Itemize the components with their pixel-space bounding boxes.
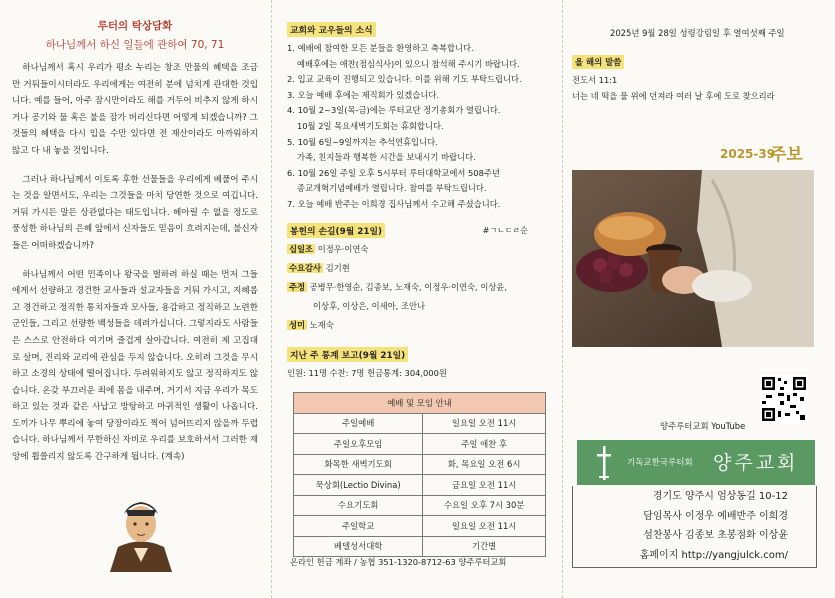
schedule-time: 일요일 오전 11시 bbox=[423, 413, 546, 434]
cross-icon bbox=[595, 446, 613, 480]
news-number: 1. bbox=[287, 43, 295, 53]
news-text: 예배에 참여한 모든 분들을 환영하고 축복합니다. bbox=[297, 43, 474, 53]
schedule-event: 베델성서대학 bbox=[294, 536, 423, 557]
schedule-event: 화목한 새벽기도회 bbox=[294, 454, 423, 475]
news-item bbox=[287, 166, 552, 182]
news-item: 10월 2일 목요새벽기도회는 휴회합니다. bbox=[297, 120, 444, 131]
news-text: 오늘 예배 반주는 이희경 집사님께서 수고해 주셨습니다. bbox=[297, 198, 501, 209]
news-item bbox=[287, 72, 552, 88]
schedule-row bbox=[294, 536, 546, 557]
church-name: 양주교회 bbox=[713, 452, 799, 474]
news-item bbox=[287, 41, 552, 57]
news-item: 가족, 친지들과 행복한 시간을 보내시기 바랍니다. bbox=[297, 152, 476, 163]
schedule-row bbox=[294, 475, 546, 496]
offering-list bbox=[287, 242, 552, 333]
offering-label: 주정 bbox=[289, 281, 306, 292]
schedule-time: 화, 목요일 오전 6시 bbox=[423, 454, 546, 475]
paragraph-2: 그러나 하나님께서 이토록 후한 선물들을 우리에게 베풀어 주시는 것을 알면서도, 우리는 그것들을 마치 당연한 것으로 여깁니다. 거둬 가시든 말든 상관없다는 태도입니다. 헤아릴 수 없을 정도로 풍성한 하나님의 은혜 앞에서 신자들도 믿음이 흐려지는데, 불신자들은 어떠하겠습니까? bbox=[12, 174, 258, 251]
news-text: 10월 26일 주일 오후 5시부터 루터대학교에서 508주년 bbox=[297, 167, 500, 178]
news-text: 10월 2~3일(목-금)에는 루터교단 정기총회가 열립니다. bbox=[297, 105, 501, 116]
offering-label: 성미 bbox=[289, 319, 306, 330]
qr-code-icon[interactable] bbox=[760, 375, 808, 423]
bulletin-date: 2025년 9월 28일 성령강림일 후 열여섯째 주일 bbox=[610, 28, 785, 38]
church-ministers: 섬찬봉사 김종보 초봉점화 이상윤 bbox=[643, 530, 788, 541]
schedule-table bbox=[293, 392, 546, 557]
church-address: 경기도 양주시 엄상동길 10-12 bbox=[652, 491, 788, 502]
news-item bbox=[287, 103, 552, 119]
news-text: 입교 교육이 진행되고 있습니다. 이를 위해 기도 부탁드립니다. bbox=[297, 74, 522, 85]
verse-title: 올 해의 말씀 bbox=[572, 55, 624, 69]
schedule-event: 주일예배 bbox=[294, 413, 423, 434]
bulletin-heading: 주보 bbox=[770, 145, 803, 165]
schedule-time: 금요일 오전 11시 bbox=[423, 475, 546, 496]
offering-title: 봉헌의 손길(9월 21일) bbox=[287, 223, 385, 238]
schedule-time: 기간별 bbox=[423, 536, 546, 557]
schedule-row bbox=[294, 495, 546, 516]
church-pastor: 담임목사 이정우 예배반주 이희경 bbox=[643, 510, 788, 522]
offering-names-cont: 이상후, 이상은, 이세아, 조안나 bbox=[313, 300, 426, 311]
schedule-event: 묵상회(Lectio Divina) bbox=[294, 475, 423, 496]
schedule-row bbox=[294, 413, 546, 434]
table-talk-title: 루터의 탁상담화 bbox=[97, 20, 173, 32]
offering-row bbox=[287, 318, 552, 333]
bread-and-cup-photo bbox=[572, 170, 814, 347]
offering-row bbox=[287, 242, 552, 257]
news-list bbox=[287, 41, 552, 213]
verse-reference: 전도서 11:1 bbox=[572, 75, 618, 85]
offering-names: 김기현 bbox=[325, 262, 350, 273]
youtube-link[interactable]: 양주루터교회 YouTube bbox=[660, 421, 746, 431]
news-item bbox=[287, 197, 552, 213]
church-banner bbox=[577, 440, 815, 485]
church-info-box bbox=[572, 486, 817, 568]
news-number: 6. bbox=[287, 167, 295, 178]
offering-row bbox=[287, 280, 552, 295]
stats-title: 지난 주 통계 보고(9월 21일) bbox=[287, 347, 408, 362]
offering-label: 수요감사 bbox=[289, 262, 322, 273]
stats-text: 인원: 11명 수찬: 7명 헌금통계: 304,000원 bbox=[287, 367, 447, 378]
schedule-row bbox=[294, 434, 546, 455]
paragraph-3: 하나님께서 어떤 민족이나 왕국을 벌하려 하실 때는 먼저 그들에게서 선량하고 경건한 교사들과 설교자들을 거둬 가시고, 지혜롭고 경건하고 정직한 통치자들과 모사들, 용감하고 정직하고 노련한 군인들, 그리고 선량한 백성들을 데려가십니다. 그렇지라도 사람들은 스스로 안전하다 여기며 즐겁게 살아갑니다. 여전히 제 고집대로 살며, 진리와 교리에 관심을 두지 않습니다. 오히려 그것을 무시하고 소경의 상태에 떨어집니다. 두려워하지도 않고 정직하지도 않습니다. 온갖 부끄러운 죄에 몸을 내주며, 거기서 지금 우리가 목도하고 있는 것과 같은 사납고 방탕하고 마귀적인 생활이 나옵니다. 도끼가 나무 뿌리에 놓여 당장이라도 찍어 넘어뜨리지 않을까 두렵습니다. 하나님께서 무한하신 자비로 우리를 보호하셔서 그러한 재앙에 휩쓸리지 않도록 간구하게 됩니다. (계속) bbox=[12, 269, 258, 463]
denomination-label: 기독교한국루터회 bbox=[627, 458, 693, 468]
news-number: 2. bbox=[287, 74, 295, 85]
news-item bbox=[287, 135, 552, 151]
offering-names: 공병무·한영순, 김종보, 노재숙, 이정우·이연숙, 이상윤, bbox=[309, 281, 507, 292]
schedule-row bbox=[294, 516, 546, 537]
offering-label: 십일조 bbox=[289, 243, 314, 254]
schedule-title: 예배 및 모임 안내 bbox=[294, 393, 546, 414]
paragraph-1: 하나님께서 혹시 우리가 평소 누리는 창조 만물의 혜택을 조금만 거둬들이시더라도 우리에게는 여전히 분에 넘치게 관대한 것입니다. 예를 들어, 아주 잠시만이라도 해를 거두어 비추지 않게 하시거나 공기와 물 혹은 불을 잠가 버리신다면 어떻게 되겠습니까? 그것들의 혜택을 다시 입을 수만 있다면 전 재산이라도 아까워하지 않고 다 내 놓을 것입니다. bbox=[12, 63, 258, 156]
schedule-time: 일요일 오전 11시 bbox=[423, 516, 546, 537]
issue-number: 2025-39 bbox=[720, 147, 776, 161]
news-item: 종교개혁기념예배가 열립니다. 참여를 부탁드립니다. bbox=[297, 183, 487, 194]
news-item bbox=[287, 88, 552, 104]
news-text: 오늘 예배 후에는 제직회가 있겠습니다. bbox=[297, 89, 439, 100]
news-number: 7. bbox=[287, 198, 295, 209]
news-item: 예배후에는 애찬(점심식사)이 있으니 참석해 주시기 바랍니다. bbox=[297, 58, 520, 69]
schedule-time: 수요일 오후 7시 30분 bbox=[423, 495, 546, 516]
fold-line-2 bbox=[562, 0, 563, 598]
offering-names: 이정우·이연숙 bbox=[317, 243, 369, 254]
account-info: 온라인 헌금 계좌 / 농협 351-1320-8712-63 양주루터교회 bbox=[290, 557, 507, 567]
news-title: 교회와 교우들의 소식 bbox=[287, 22, 376, 37]
news-number: 5. bbox=[287, 136, 295, 147]
schedule-time: 주일 애찬 후 bbox=[423, 434, 546, 455]
offering-note: #ㄱㄴㄷㄹ순 bbox=[482, 225, 528, 235]
news-number: 3. bbox=[287, 89, 295, 100]
schedule-row bbox=[294, 454, 546, 475]
luther-portrait-image bbox=[104, 492, 178, 572]
church-homepage[interactable]: 홈페이지 http://yangjulck.com/ bbox=[639, 549, 788, 561]
news-text: 10월 6일~9일까지는 추석연휴입니다. bbox=[297, 136, 438, 147]
schedule-event: 주일오후모임 bbox=[294, 434, 423, 455]
offering-row bbox=[287, 261, 552, 276]
table-talk-subtitle: 하나님께서 하신 일들에 관하여 70, 71 bbox=[45, 39, 225, 51]
schedule-event: 수요기도회 bbox=[294, 495, 423, 516]
verse-text: 너는 네 떡을 물 위에 던져라 여러 날 후에 도로 찾으리라 bbox=[572, 91, 775, 101]
news-number: 4. bbox=[287, 105, 295, 116]
schedule-event: 주일학교 bbox=[294, 516, 423, 537]
offering-names: 노재숙 bbox=[309, 319, 334, 330]
